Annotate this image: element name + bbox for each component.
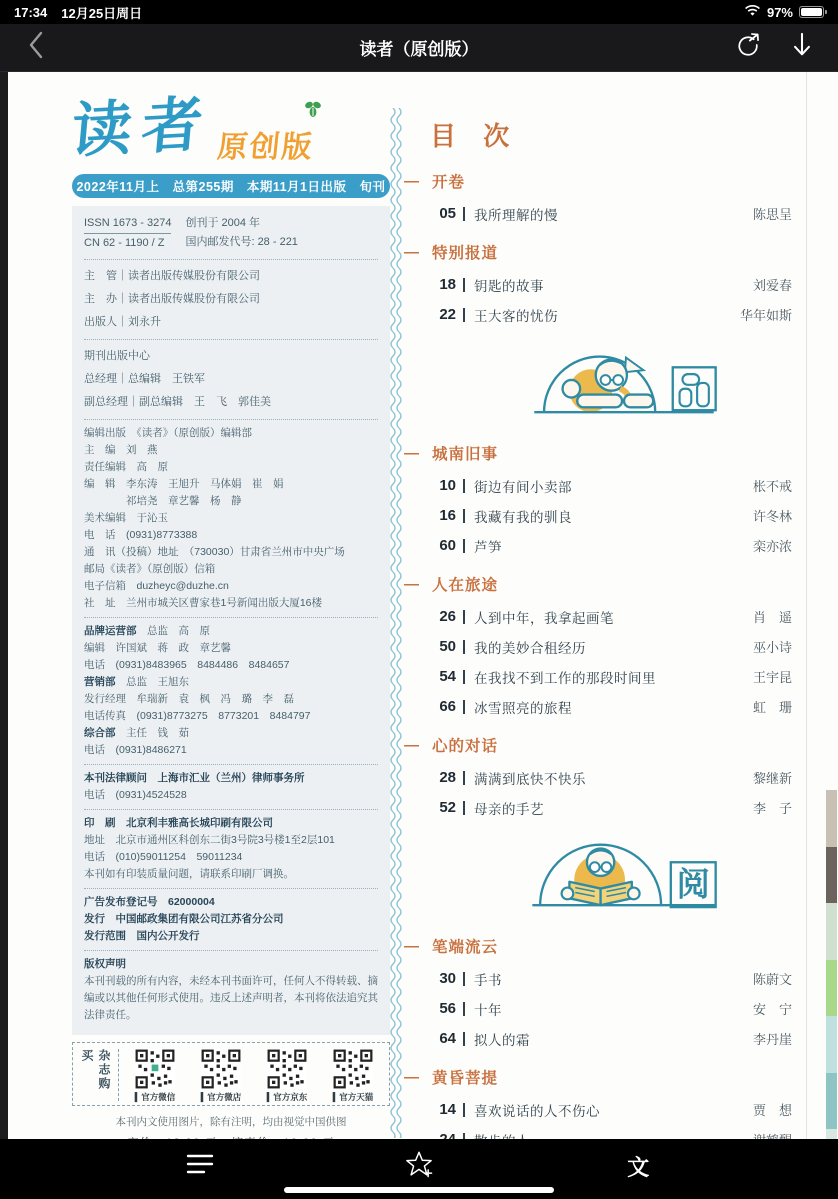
column-divider-wave <box>388 108 406 1138</box>
masthead-column <box>68 82 390 1182</box>
battery-percent: 97% <box>766 4 793 20</box>
wifi-icon <box>744 5 761 20</box>
masthead-line-lead: 营销部 <box>84 676 116 688</box>
masthead-line: 社 址 兰州市城关区曹家巷1号新闻出版大厦16楼 <box>84 597 323 609</box>
toc-item-title: 钥匙的故事 <box>474 278 544 294</box>
toc-item-author: 陈思呈 <box>752 207 792 222</box>
toc-item-title: 在我找不到工作的那段时间里 <box>474 670 656 686</box>
toc-item-author: 陈蔚文 <box>752 972 792 987</box>
masthead-group <box>84 889 378 951</box>
toc-item-author: 虹 珊 <box>752 700 792 715</box>
toc-item-title: 芦笋 <box>474 539 502 555</box>
masthead-line: 本刊法律顾问 上海市汇业（兰州）律师事务所 <box>84 772 305 784</box>
qr-item <box>125 1049 185 1101</box>
reading-illustration <box>526 833 722 911</box>
toc-item <box>430 203 796 224</box>
masthead-group <box>84 420 378 618</box>
image-credit: 本刊内文使用图片，除有注明，均由视觉中国供图 <box>115 1116 347 1128</box>
founded-year: 创刊于 2004 年 <box>185 217 261 229</box>
toc-item-author: 枨不戒 <box>752 479 792 494</box>
toc-item-divider <box>463 539 465 553</box>
toc-item-title: 人到中年，我拿起画笔 <box>474 610 614 626</box>
masthead-line: 本刊如有印装质量问题，请联系印刷厂调换。 <box>84 868 294 880</box>
masthead-line: 电话 (0931)8486271 <box>84 744 187 756</box>
magazine-logo <box>68 82 390 168</box>
chevron-left-icon <box>28 30 44 65</box>
masthead-line: 印 刷 北京利丰雅高长城印刷有限公司 <box>84 817 273 829</box>
qr-label: ▍官方京东 <box>266 1092 308 1102</box>
section-dash-icon: — <box>404 1068 419 1086</box>
masthead-group <box>84 260 378 340</box>
toc-section-heading <box>404 170 796 192</box>
toc-item <box>430 304 796 325</box>
toc-item <box>430 998 796 1019</box>
toc-column <box>404 116 796 1159</box>
toc-item <box>430 505 796 526</box>
toc-item-page: 30 <box>439 970 456 987</box>
toc-section-name: 城南旧事 <box>432 446 499 463</box>
purchase-box <box>72 1042 390 1106</box>
page-right-edge <box>806 72 807 1139</box>
toc-item-page: 64 <box>439 1030 456 1047</box>
download-button[interactable] <box>782 28 822 68</box>
toc-item-page: 60 <box>439 537 456 554</box>
toc-item-page: 22 <box>439 306 456 323</box>
contents-button[interactable] <box>178 1149 222 1183</box>
qr-code <box>267 1049 307 1089</box>
toc-item <box>430 535 796 556</box>
toc-item <box>430 606 796 627</box>
section-dash-icon: — <box>404 937 419 955</box>
next-page-sliver <box>826 790 837 1186</box>
toc-section-heading <box>404 573 796 595</box>
toc-item-author: 刘爱春 <box>752 278 792 293</box>
battery-icon <box>799 6 824 18</box>
language-text-icon: 文 <box>627 1154 650 1180</box>
qr-item <box>323 1049 383 1101</box>
bookmark-add-button[interactable] <box>397 1149 441 1183</box>
cn-number: CN 62 - 1190 / Z <box>84 237 165 249</box>
toc-section-heading <box>404 442 796 464</box>
logo-edition: 原创版 <box>215 131 316 164</box>
toc-item-divider <box>463 278 465 292</box>
masthead-line: 期刊出版中心 <box>84 350 150 362</box>
masthead-line: 主 办｜读者出版传媒股份有限公司 <box>84 293 260 305</box>
back-button[interactable] <box>16 28 56 68</box>
masthead-line: 综合部 主任 钱 茹 <box>84 727 189 739</box>
masthead-line: 本刊刊载的所有内容，未经本刊书面许可，任何人不得转载、摘编或以其他任何形式使用。违反上述声明者，本刊将依法追究其法律责任。 <box>84 975 378 1021</box>
postal-code: 国内邮发代号: 28 - 221 <box>185 236 298 248</box>
toc-item-title: 十年 <box>474 1002 502 1018</box>
toc-item-divider <box>463 771 465 785</box>
toc-item-divider <box>463 1002 465 1016</box>
toc-item-divider <box>463 1032 465 1046</box>
desk-nap-illustration <box>526 340 722 418</box>
masthead-line: 电子信箱 duzheyc@duzhe.cn <box>84 580 229 592</box>
toc-item <box>430 475 796 496</box>
toc-item-divider <box>463 640 465 654</box>
toc-item-page: 50 <box>439 638 456 655</box>
masthead-line: 编辑出版 《读者》（原创版）编辑部 <box>84 427 252 439</box>
toc-item-page: 28 <box>439 769 456 786</box>
toc-item <box>430 274 796 295</box>
toc-item-author: 王宇昆 <box>752 670 792 685</box>
toc-item-title: 我所理解的慢 <box>474 207 558 223</box>
toc-item-author: 贾 想 <box>752 1103 792 1118</box>
masthead-line: 发行 中国邮政集团有限公司江苏省分公司 <box>84 913 284 925</box>
toc-item-author: 安 宁 <box>752 1002 792 1017</box>
masthead-line: 编辑 许国斌 蒋 政 章艺馨 <box>84 642 231 654</box>
masthead-line: 电话传真 (0931)8773275 8773201 8484797 <box>84 710 311 722</box>
toc-section-name: 黄昏菩提 <box>432 1070 499 1087</box>
masthead-line: 发行范围 国内公开发行 <box>84 930 200 942</box>
contents-list-icon <box>185 1152 215 1181</box>
masthead-line: 出版人｜刘永升 <box>84 316 161 328</box>
masthead-line-lead: 综合部 <box>84 727 116 739</box>
masthead-group <box>84 810 378 889</box>
toc-item-page: 18 <box>439 276 456 293</box>
toc-item-divider <box>463 610 465 624</box>
toc-item <box>430 636 796 657</box>
toc-section-name: 心的对话 <box>432 738 499 755</box>
issue-banner: 2022年11月上 总第255期 本期11月1日出版 旬刊 <box>72 174 390 198</box>
toc-item-title: 街边有间小卖部 <box>474 479 572 495</box>
masthead-line: 主 管｜读者出版传媒股份有限公司 <box>84 270 260 282</box>
masthead-line: 副总经理｜副总编辑 王 飞 郭佳美 <box>84 396 271 408</box>
download-icon <box>789 31 815 64</box>
masthead-line: 主 编 刘 燕 <box>84 444 158 456</box>
toc-item <box>430 1028 796 1049</box>
masthead-line: 地址 北京市通州区科创东二街3号院3号楼1至2层101 <box>84 834 335 846</box>
purchase-vertical-label: 杂志购买 <box>79 1049 119 1101</box>
toc-section-heading <box>404 1066 796 1088</box>
toc-section-name: 人在旅途 <box>432 577 499 594</box>
toc-item-divider <box>463 670 465 684</box>
masthead-line: 通 讯（投稿）地址 （730030）甘肃省兰州市中央广场 <box>84 546 345 558</box>
toc-item-page: 54 <box>439 668 456 685</box>
toc-section-name: 笔端流云 <box>432 939 499 956</box>
date: 12月25日周日 <box>61 5 143 21</box>
toc-item-divider <box>463 207 465 221</box>
toc-item-author: 李 子 <box>752 801 792 816</box>
toc-section-name: 特别报道 <box>432 245 499 262</box>
toc-item-title: 满满到底快不快乐 <box>474 771 586 787</box>
toc-item-author: 华年如斯 <box>739 308 792 323</box>
magazine-page[interactable] <box>0 72 838 1139</box>
svg-text:阅: 阅 <box>676 866 710 904</box>
language-button[interactable] <box>616 1149 660 1183</box>
masthead-line: 广告发布登记号 62000004 <box>84 896 215 908</box>
qr-code <box>333 1049 373 1089</box>
toc-item-title: 拟人的霜 <box>474 1032 530 1048</box>
home-indicator[interactable] <box>284 1187 554 1193</box>
masthead-line-lead: 品牌运营部 <box>84 625 137 637</box>
toc-item-title: 手书 <box>474 972 502 988</box>
toc-item <box>430 968 796 989</box>
masthead-line: 总经理｜总编辑 王铁军 <box>84 373 205 385</box>
toc-item-page: 56 <box>439 1000 456 1017</box>
masthead-group <box>84 765 378 810</box>
masthead-groups <box>84 260 378 1029</box>
toc-item <box>430 797 796 818</box>
qr-code <box>135 1049 175 1089</box>
toc-item-divider <box>463 509 465 523</box>
issn-number: ISSN 1673 - 3274 <box>84 214 171 234</box>
bee-icon <box>302 99 324 124</box>
toc-section-heading <box>404 935 796 957</box>
qr-item <box>191 1049 251 1101</box>
toc-item-divider <box>463 801 465 815</box>
masthead-line: 版权声明 <box>84 958 126 970</box>
toc-item-divider <box>463 700 465 714</box>
masthead-line: 美术编辑 于沁玉 <box>84 512 168 524</box>
masthead-line: 邮局《读者》（原创版）信箱 <box>84 563 216 575</box>
toc-item-page: 16 <box>439 507 456 524</box>
toc-item-divider <box>463 308 465 322</box>
page-title: 读者（原创版） <box>359 40 479 59</box>
toc-section-name: 开卷 <box>432 174 466 191</box>
page-left-edge <box>0 72 8 1139</box>
toc-item-title: 王大客的忧伤 <box>474 308 558 324</box>
toc-item-page: 10 <box>439 477 456 494</box>
masthead-line: 电话 (010)59011254 59011234 <box>84 851 243 863</box>
qr-item <box>257 1049 317 1101</box>
clock: 17:34 <box>14 4 48 20</box>
toc-item-page: 66 <box>439 698 456 715</box>
toc-item <box>430 666 796 687</box>
toc-item-author: 栾亦浓 <box>752 539 792 554</box>
masthead-line: 电 话 (0931)8773388 <box>84 529 198 541</box>
masthead-line: 电话 (0931)4524528 <box>84 789 187 801</box>
toc-item-author: 许冬林 <box>752 509 792 524</box>
star-plus-icon <box>404 1149 434 1184</box>
toc-item-title: 冰雪照亮的旅程 <box>474 700 572 716</box>
share-icon <box>734 31 762 64</box>
bottom-nav <box>0 1139 838 1199</box>
toc-item-author: 黎继新 <box>752 771 792 786</box>
section-dash-icon: — <box>404 444 419 462</box>
toc-sections <box>404 170 796 1150</box>
toc-item-page: 26 <box>439 608 456 625</box>
masthead-line: 电话 (0931)8483965 8484486 8484657 <box>84 659 290 671</box>
toc-item-title: 我藏有我的驯良 <box>474 509 572 525</box>
masthead-line: 品牌运营部 总监 高 原 <box>84 625 210 637</box>
qr-code <box>201 1049 241 1089</box>
toc-item <box>430 767 796 788</box>
issn-block <box>84 214 378 260</box>
toc-item-author: 李丹崖 <box>752 1032 792 1047</box>
qr-label: ▍官方天猫 <box>332 1092 374 1102</box>
logo-name: 读者 <box>68 89 216 167</box>
masthead-line: 责任编辑 高 原 <box>84 461 168 473</box>
masthead-info-panel <box>72 206 390 1035</box>
toc-item-author: 巫小诗 <box>752 640 792 655</box>
qr-label: ▍官方微店 <box>200 1092 242 1102</box>
title-bar <box>0 24 838 72</box>
masthead-line: 发行经理 牟瑞新 袁 枫 冯 璐 李 磊 <box>84 693 294 705</box>
toc-section-heading <box>404 734 796 756</box>
toc-item-author: 肖 遥 <box>752 610 792 625</box>
toc-section-heading <box>404 241 796 263</box>
toc-item-divider <box>463 1103 465 1117</box>
masthead-line: 营销部 总监 王旭东 <box>84 676 189 688</box>
section-dash-icon: — <box>404 736 419 754</box>
toc-item-page: 52 <box>439 799 456 816</box>
toc-item-divider <box>463 972 465 986</box>
section-dash-icon: — <box>404 575 419 593</box>
toc-item-page: 14 <box>439 1101 456 1118</box>
status-bar <box>0 0 838 24</box>
masthead-line: 祁培尧 章艺馨 杨 静 <box>84 495 242 507</box>
toc-item <box>430 1099 796 1120</box>
toc-item-page: 05 <box>439 205 456 222</box>
share-button[interactable] <box>728 28 768 68</box>
qr-label: ▍官方微信 <box>134 1092 176 1102</box>
toc-item-title: 母亲的手艺 <box>474 801 544 817</box>
masthead-line: 编 辑 李东涛 王旭升 马体娟 崔 娟 <box>84 478 284 490</box>
toc-item <box>430 696 796 717</box>
toc-title: 目 次 <box>430 121 520 151</box>
section-dash-icon: — <box>404 243 419 261</box>
toc-item-title: 我的美妙合租经历 <box>474 640 586 656</box>
masthead-group <box>84 951 378 1029</box>
section-dash-icon: — <box>404 172 419 190</box>
masthead-group <box>84 618 378 765</box>
masthead-group <box>84 340 378 420</box>
qr-list <box>125 1049 383 1101</box>
toc-item-divider <box>463 479 465 493</box>
toc-item-title: 喜欢说话的人不伤心 <box>474 1103 600 1119</box>
